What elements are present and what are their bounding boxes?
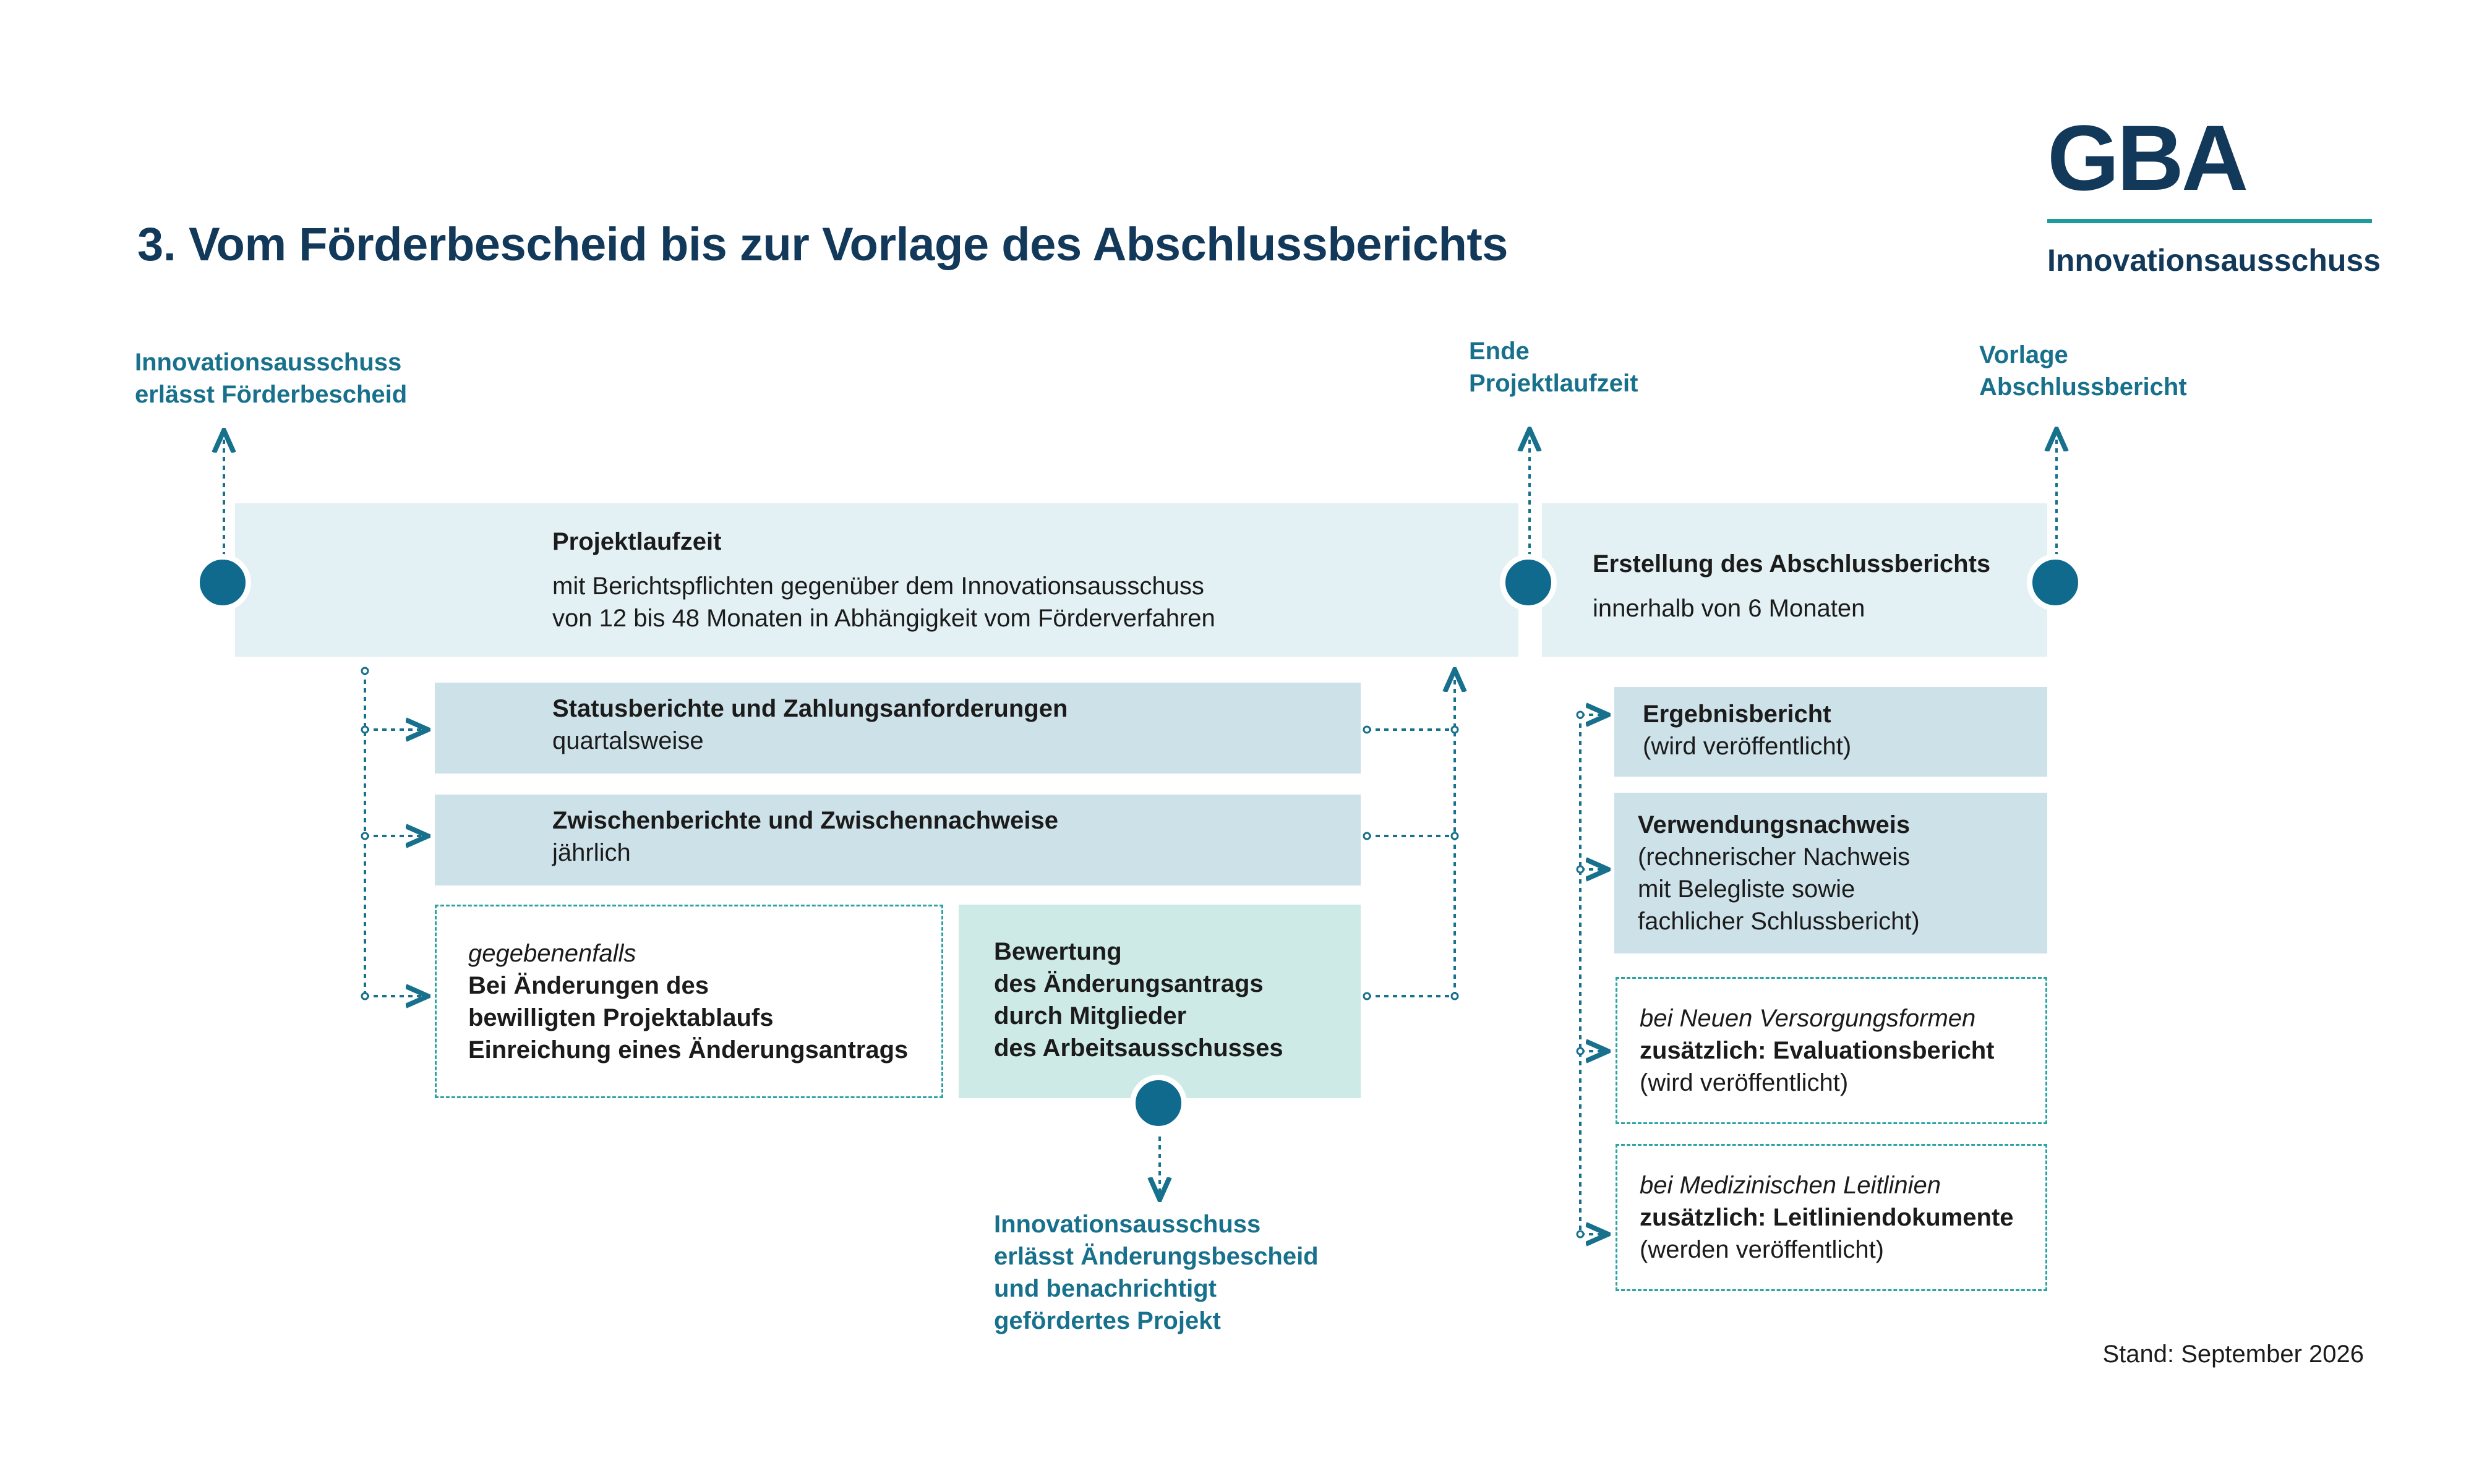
logo-rule — [2047, 219, 2372, 223]
doc-ml-title: zusätzlich: Leitliniendokumente — [1640, 1204, 2014, 1231]
doc-usage-line3: fachlicher Schlussbericht) — [1638, 908, 1920, 935]
milestone-end-label: Ende Projektlaufzeit — [1469, 338, 1638, 397]
duty-change-line3: Einreichung eines Änderungsantrags — [468, 1036, 909, 1064]
duty-status-box — [435, 683, 1361, 774]
duty-evaluation-box — [959, 905, 1361, 1098]
doc-result-sub: (wird veröffentlicht) — [1643, 733, 1852, 760]
milestone-dot-start — [194, 554, 251, 611]
doc-usage-box — [1614, 793, 2047, 953]
doc-nvf-intro: bei Neuen Versorgungsformen — [1640, 1005, 1976, 1032]
duty-interim-sub: jährlich — [552, 839, 631, 866]
page-title: 3. Vom Förderbescheid bis zur Vorlage des Abschlussberichts — [137, 218, 1508, 271]
duty-evaluation-line1: Bewertung — [994, 938, 1122, 965]
milestone-start-label: Innovationsausschuss erlässt Förderbescheid — [135, 349, 408, 408]
doc-result-box — [1614, 687, 2047, 777]
doc-nvf-box — [1616, 977, 2047, 1124]
doc-usage-line2: mit Belegliste sowie — [1638, 876, 1856, 903]
phase-report-line1: innerhalb von 6 Monaten — [1593, 595, 1865, 622]
decision-label: Innovationsausschuss erlässt Änderungsbescheid und benachrichtigt gefördertes Projekt — [994, 1211, 1319, 1334]
phase-project-line2: von 12 bis 48 Monaten in Abhängigkeit vom Förderverfahren — [552, 605, 1215, 632]
phase-project-line1: mit Berichtspflichten gegenüber dem Innovationsausschuss — [552, 573, 1204, 600]
duty-evaluation-line4: des Arbeitsausschusses — [994, 1034, 1283, 1062]
phase-project-bar — [235, 503, 1518, 657]
doc-usage-title: Verwendungsnachweis — [1638, 811, 1911, 838]
milestone-final-label: Vorlage Abschlussbericht — [1979, 341, 2187, 401]
logo-mark: GBA — [2047, 106, 2246, 210]
duty-change-line1: Bei Änderungen des — [468, 972, 709, 999]
milestone-dot-final — [2027, 554, 2084, 611]
duty-change-intro: gegebenenfalls — [468, 940, 636, 967]
phase-project-title: Projektlaufzeit — [552, 528, 722, 555]
stand-date: Stand: September 2026 — [2102, 1341, 2364, 1368]
doc-nvf-title: zusätzlich: Evaluationsbericht — [1640, 1037, 1995, 1064]
duty-interim-title: Zwischenberichte und Zwischennachweise — [552, 807, 1058, 834]
duty-change-box — [435, 905, 943, 1098]
decision-dot — [1130, 1075, 1187, 1132]
duty-status-title: Statusberichte und Zahlungsanforderungen — [552, 695, 1068, 722]
doc-result-title: Ergebnisbericht — [1643, 701, 1831, 728]
doc-nvf-sub: (wird veröffentlicht) — [1640, 1069, 1849, 1096]
milestone-dot-end — [1500, 554, 1557, 611]
duty-interim-box — [435, 795, 1361, 885]
logo-subtitle: Innovationsausschuss — [2047, 243, 2381, 278]
duty-evaluation-line3: durch Mitglieder — [994, 1002, 1187, 1030]
doc-usage-line1: (rechnerischer Nachweis — [1638, 843, 1911, 871]
doc-ml-sub: (werden veröffentlicht) — [1640, 1236, 1884, 1263]
doc-ml-box — [1616, 1144, 2047, 1291]
duty-status-sub: quartalsweise — [552, 727, 704, 754]
phase-report-title: Erstellung des Abschlussberichts — [1593, 550, 1991, 578]
doc-ml-intro: bei Medizinischen Leitlinien — [1640, 1172, 1941, 1199]
duty-change-line2: bewilligten Projektablaufs — [468, 1004, 774, 1031]
phase-report-bar — [1542, 503, 2047, 657]
duty-evaluation-line2: des Änderungsantrags — [994, 970, 1264, 997]
